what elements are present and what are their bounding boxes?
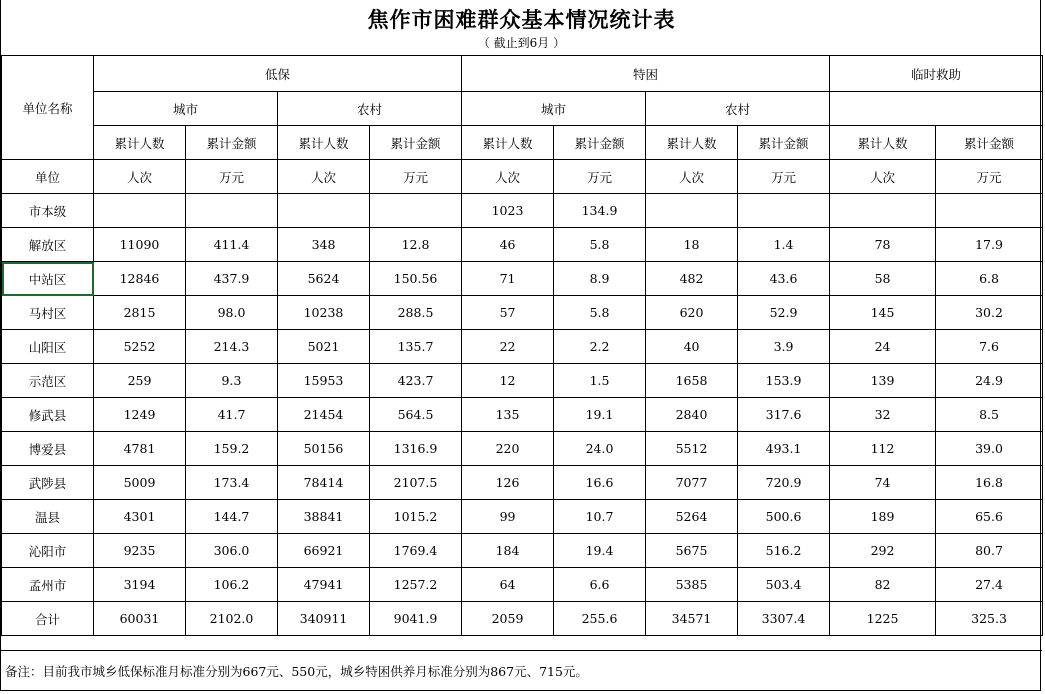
table-row [2, 330, 1043, 364]
header-dibao-city[interactable]: 城市 [94, 92, 278, 126]
data-cell[interactable]: 482 [646, 262, 738, 296]
row-name-cell[interactable]: 武陟县 [2, 466, 94, 500]
data-cell[interactable]: 15953 [278, 364, 370, 398]
data-cell[interactable]: 41.7 [186, 398, 278, 432]
data-cell[interactable]: 1249 [94, 398, 186, 432]
data-cell[interactable]: 11090 [94, 228, 186, 262]
data-cell[interactable]: 8.9 [554, 262, 646, 296]
data-cell[interactable]: 34571 [646, 602, 738, 636]
data-cell[interactable] [830, 194, 936, 228]
statistics-table [1, 55, 1043, 636]
data-cell[interactable]: 5021 [278, 330, 370, 364]
data-cell[interactable]: 60031 [94, 602, 186, 636]
row-name-cell[interactable]: 中站区 [2, 262, 94, 296]
data-cell[interactable]: 32 [830, 398, 936, 432]
data-cell[interactable]: 150.56 [370, 262, 462, 296]
data-cell[interactable]: 1257.2 [370, 568, 462, 602]
data-cell[interactable]: 1316.9 [370, 432, 462, 466]
data-cell[interactable]: 2815 [94, 296, 186, 330]
table-row [2, 228, 1043, 262]
data-cell[interactable]: 720.9 [738, 466, 830, 500]
data-cell[interactable]: 6.6 [554, 568, 646, 602]
table-row [2, 398, 1043, 432]
data-cell[interactable]: 292 [830, 534, 936, 568]
data-cell[interactable]: 288.5 [370, 296, 462, 330]
data-cell[interactable]: 493.1 [738, 432, 830, 466]
data-cell[interactable]: 173.4 [186, 466, 278, 500]
data-cell[interactable]: 24.9 [936, 364, 1043, 398]
unit-amount[interactable]: 万元 [738, 160, 830, 194]
data-cell[interactable]: 16.8 [936, 466, 1043, 500]
table-row [2, 262, 1043, 296]
unit-count[interactable]: 人次 [94, 160, 186, 194]
header-count[interactable]: 累计人数 [646, 126, 738, 160]
header-count[interactable]: 累计人数 [94, 126, 186, 160]
table-row [2, 534, 1043, 568]
data-cell[interactable]: 1015.2 [370, 500, 462, 534]
row-name-cell[interactable]: 孟州市 [2, 568, 94, 602]
table-row [2, 568, 1043, 602]
header-linshi-blank[interactable] [830, 92, 1043, 126]
data-cell[interactable]: 184 [462, 534, 554, 568]
table-row [2, 432, 1043, 466]
data-cell[interactable]: 74 [830, 466, 936, 500]
data-cell[interactable]: 1769.4 [370, 534, 462, 568]
data-cell[interactable]: 500.6 [738, 500, 830, 534]
data-cell[interactable]: 5675 [646, 534, 738, 568]
table-row [2, 466, 1043, 500]
unit-count[interactable]: 人次 [278, 160, 370, 194]
data-cell[interactable]: 80.7 [936, 534, 1043, 568]
data-cell[interactable]: 17.9 [936, 228, 1043, 262]
data-cell[interactable] [278, 194, 370, 228]
unit-count[interactable]: 人次 [830, 160, 936, 194]
data-cell[interactable]: 159.2 [186, 432, 278, 466]
data-cell[interactable]: 43.6 [738, 262, 830, 296]
data-cell[interactable]: 82 [830, 568, 936, 602]
row-name-cell[interactable]: 示范区 [2, 364, 94, 398]
header-dibao[interactable]: 低保 [94, 56, 462, 92]
table-row [2, 296, 1043, 330]
table-row [2, 500, 1043, 534]
table-row [2, 194, 1043, 228]
data-cell[interactable]: 2102.0 [186, 602, 278, 636]
data-cell[interactable]: 620 [646, 296, 738, 330]
data-cell[interactable]: 126 [462, 466, 554, 500]
data-cell[interactable]: 12 [462, 364, 554, 398]
data-cell[interactable]: 98.0 [186, 296, 278, 330]
data-cell[interactable]: 153.9 [738, 364, 830, 398]
data-cell[interactable]: 214.3 [186, 330, 278, 364]
row-name-cell[interactable]: 市本级 [2, 194, 94, 228]
data-cell[interactable]: 30.2 [936, 296, 1043, 330]
data-cell[interactable]: 135 [462, 398, 554, 432]
data-cell[interactable]: 5252 [94, 330, 186, 364]
data-cell[interactable]: 7077 [646, 466, 738, 500]
data-cell[interactable]: 135.7 [370, 330, 462, 364]
data-cell[interactable]: 189 [830, 500, 936, 534]
data-cell[interactable]: 9.3 [186, 364, 278, 398]
data-cell[interactable]: 348 [278, 228, 370, 262]
data-cell[interactable]: 40 [646, 330, 738, 364]
data-cell[interactable]: 78414 [278, 466, 370, 500]
data-cell[interactable]: 19.1 [554, 398, 646, 432]
data-cell[interactable]: 5264 [646, 500, 738, 534]
data-cell[interactable]: 50156 [278, 432, 370, 466]
row-name-cell[interactable]: 合计 [2, 602, 94, 636]
data-cell[interactable]: 27.4 [936, 568, 1043, 602]
data-cell[interactable]: 24.0 [554, 432, 646, 466]
data-cell[interactable]: 1658 [646, 364, 738, 398]
row-name-cell[interactable]: 修武县 [2, 398, 94, 432]
data-cell[interactable]: 5385 [646, 568, 738, 602]
note-divider [1, 650, 1042, 651]
data-cell[interactable]: 8.5 [936, 398, 1043, 432]
data-cell[interactable]: 99 [462, 500, 554, 534]
data-cell[interactable]: 2059 [462, 602, 554, 636]
data-cell[interactable]: 255.6 [554, 602, 646, 636]
unit-amount[interactable]: 万元 [554, 160, 646, 194]
data-cell[interactable]: 18 [646, 228, 738, 262]
row-name-cell[interactable]: 沁阳市 [2, 534, 94, 568]
footnote[interactable]: 备注：目前我市城乡低保标准月标准分别为667元、550元，城乡特困供养月标准分别为867元、715元。 [5, 664, 588, 679]
data-cell[interactable]: 3.9 [738, 330, 830, 364]
data-cell[interactable]: 64 [462, 568, 554, 602]
data-cell[interactable]: 106.2 [186, 568, 278, 602]
header-amount[interactable]: 累计金额 [738, 126, 830, 160]
header-tekun[interactable]: 特困 [462, 56, 830, 92]
data-cell[interactable]: 12846 [94, 262, 186, 296]
data-cell[interactable] [370, 194, 462, 228]
data-cell[interactable] [738, 194, 830, 228]
data-cell[interactable]: 7.6 [936, 330, 1043, 364]
data-cell[interactable]: 134.9 [554, 194, 646, 228]
data-cell[interactable]: 144.7 [186, 500, 278, 534]
data-cell[interactable]: 24 [830, 330, 936, 364]
data-cell[interactable]: 5.8 [554, 296, 646, 330]
data-cell[interactable]: 5009 [94, 466, 186, 500]
unit-amount[interactable]: 万元 [186, 160, 278, 194]
header-tekun-city[interactable]: 城市 [462, 92, 646, 126]
data-cell[interactable]: 66921 [278, 534, 370, 568]
data-cell[interactable]: 139 [830, 364, 936, 398]
unit-label[interactable]: 单位 [2, 160, 94, 194]
data-cell[interactable]: 1.5 [554, 364, 646, 398]
header-linshi[interactable]: 临时救助 [830, 56, 1043, 92]
data-cell[interactable]: 437.9 [186, 262, 278, 296]
header-tekun-rural[interactable]: 农村 [646, 92, 830, 126]
data-cell[interactable]: 1225 [830, 602, 936, 636]
data-cell[interactable]: 4301 [94, 500, 186, 534]
data-cell[interactable]: 38841 [278, 500, 370, 534]
data-cell[interactable]: 6.8 [936, 262, 1043, 296]
data-cell[interactable]: 9235 [94, 534, 186, 568]
header-count[interactable]: 累计人数 [830, 126, 936, 160]
data-cell[interactable] [936, 194, 1043, 228]
data-cell[interactable]: 220 [462, 432, 554, 466]
data-cell[interactable]: 325.3 [936, 602, 1043, 636]
data-cell[interactable]: 12.8 [370, 228, 462, 262]
data-cell[interactable]: 10.7 [554, 500, 646, 534]
data-cell[interactable]: 145 [830, 296, 936, 330]
data-cell[interactable]: 3194 [94, 568, 186, 602]
data-cell[interactable]: 22 [462, 330, 554, 364]
unit-count[interactable]: 人次 [462, 160, 554, 194]
data-cell[interactable]: 3307.4 [738, 602, 830, 636]
data-cell[interactable]: 4781 [94, 432, 186, 466]
data-cell[interactable]: 10238 [278, 296, 370, 330]
data-cell[interactable]: 47941 [278, 568, 370, 602]
header-count[interactable]: 累计人数 [278, 126, 370, 160]
data-cell[interactable]: 39.0 [936, 432, 1043, 466]
data-cell[interactable]: 564.5 [370, 398, 462, 432]
data-cell[interactable]: 78 [830, 228, 936, 262]
sheet-subtitle: （ 截止到6月 ） [477, 36, 566, 50]
sheet-title: 焦作市困难群众基本情况统计表 [367, 7, 676, 32]
header-count[interactable]: 累计人数 [462, 126, 554, 160]
data-cell[interactable]: 58 [830, 262, 936, 296]
data-cell[interactable]: 19.4 [554, 534, 646, 568]
data-cell[interactable]: 2.2 [554, 330, 646, 364]
data-cell[interactable]: 2107.5 [370, 466, 462, 500]
data-cell[interactable]: 317.6 [738, 398, 830, 432]
table-row [2, 364, 1043, 398]
data-cell[interactable]: 306.0 [186, 534, 278, 568]
unit-amount[interactable]: 万元 [370, 160, 462, 194]
unit-amount[interactable]: 万元 [936, 160, 1043, 194]
data-cell[interactable]: 46 [462, 228, 554, 262]
header-dibao-rural[interactable]: 农村 [278, 92, 462, 126]
table-row [2, 602, 1043, 636]
data-cell[interactable]: 5624 [278, 262, 370, 296]
data-cell[interactable]: 516.2 [738, 534, 830, 568]
row-name-cell[interactable]: 马村区 [2, 296, 94, 330]
data-cell[interactable]: 340911 [278, 602, 370, 636]
data-cell[interactable]: 71 [462, 262, 554, 296]
unit-count[interactable]: 人次 [646, 160, 738, 194]
data-cell[interactable]: 16.6 [554, 466, 646, 500]
data-cell[interactable] [646, 194, 738, 228]
header-amount[interactable]: 累计金额 [186, 126, 278, 160]
data-cell[interactable]: 503.4 [738, 568, 830, 602]
header-amount[interactable]: 累计金额 [370, 126, 462, 160]
data-cell[interactable]: 5.8 [554, 228, 646, 262]
data-cell[interactable] [94, 194, 186, 228]
data-cell[interactable]: 52.9 [738, 296, 830, 330]
data-cell[interactable]: 9041.9 [370, 602, 462, 636]
data-cell[interactable]: 57 [462, 296, 554, 330]
data-cell[interactable]: 2840 [646, 398, 738, 432]
data-cell[interactable]: 21454 [278, 398, 370, 432]
row-name-cell[interactable]: 解放区 [2, 228, 94, 262]
data-cell[interactable]: 411.4 [186, 228, 278, 262]
data-cell[interactable]: 259 [94, 364, 186, 398]
data-cell[interactable]: 5512 [646, 432, 738, 466]
row-name-cell[interactable]: 山阳区 [2, 330, 94, 364]
row-name-cell[interactable]: 博爱县 [2, 432, 94, 466]
data-cell[interactable]: 1023 [462, 194, 554, 228]
data-cell[interactable]: 112 [830, 432, 936, 466]
header-amount[interactable]: 累计金额 [936, 126, 1043, 160]
data-cell[interactable] [186, 194, 278, 228]
header-unit-name[interactable]: 单位名称 [2, 56, 94, 160]
data-cell[interactable]: 423.7 [370, 364, 462, 398]
row-name-cell[interactable]: 温县 [2, 500, 94, 534]
data-cell[interactable]: 1.4 [738, 228, 830, 262]
header-amount[interactable]: 累计金额 [554, 126, 646, 160]
data-cell[interactable]: 65.6 [936, 500, 1043, 534]
